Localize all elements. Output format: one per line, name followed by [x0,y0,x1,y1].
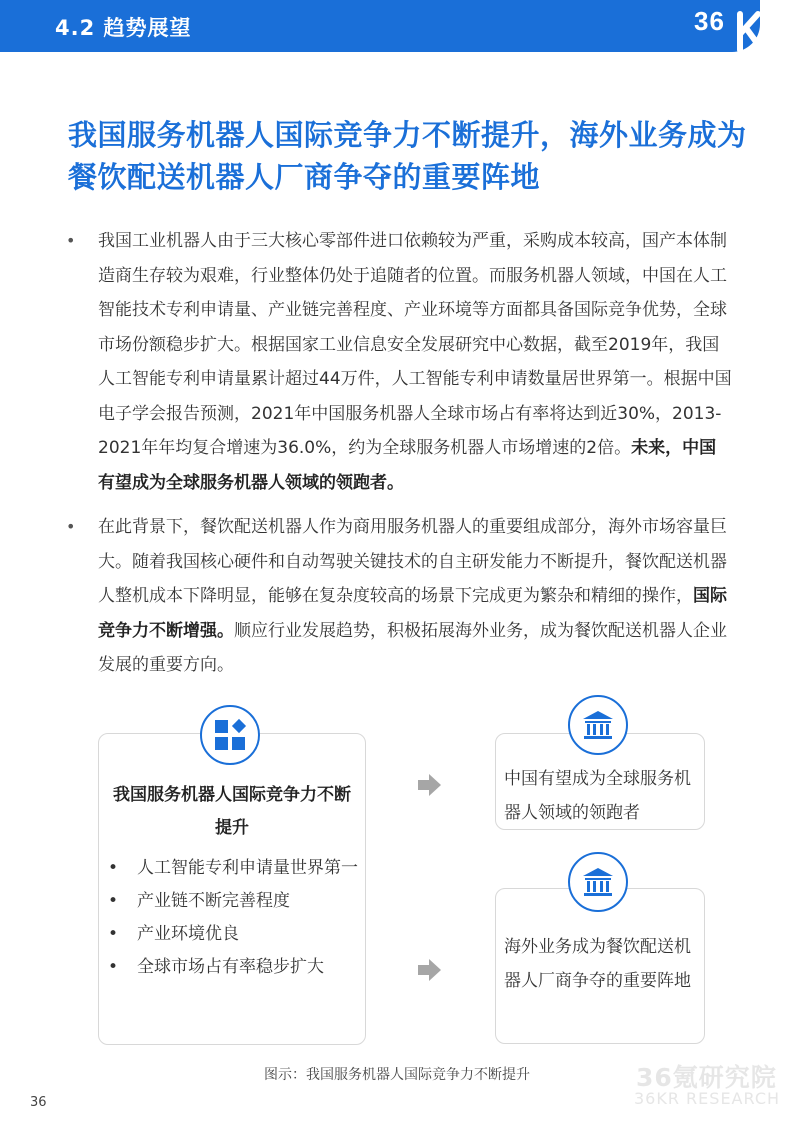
page-number: 36 [30,1095,47,1110]
bullet-bold-text: 未来，中国有望成为全球服务机器人领域的领跑者。 [98,438,717,493]
left-card-item-text: 全球市场占有率稳步扩大 [137,957,324,977]
main-title: 我国服务机器人国际竞争力不断提升，海外业务成为餐饮配送机器人厂商争夺的重要阵地 [68,118,747,194]
watermark-title: 36氪研究院 [636,1063,777,1092]
left-card-item-text: 产业链不断完善程度 [137,891,290,911]
apps-icon [200,705,260,765]
bullet-item-1 [62,224,732,500]
bullet-bold-text: 国际竞争力不断增强。 [98,586,727,641]
left-card-item-text: 人工智能专利申请量世界第一 [137,858,358,878]
right-top-card-text: 中国有望成为全球服务机器人领域的领跑者 [504,769,691,823]
left-card-title: 我国服务机器人国际竞争力不断提升 [113,785,351,838]
bank-icon [568,852,628,912]
left-card-item [106,951,362,984]
bank-icon [568,695,628,755]
right-bottom-card-text: 海外业务成为餐饮配送机器人厂商争夺的重要阵地 [504,937,691,991]
figure-caption: 图示：我国服务机器人国际竞争力不断提升 [264,1067,530,1083]
arrow-right-icon [416,772,442,798]
bullet-list [62,224,732,683]
left-card-item [106,852,362,885]
bullet-dot: • [66,231,76,250]
bullet-dot: • [108,957,119,977]
svg-text:36: 36 [694,6,725,36]
bullet-dot: • [108,924,119,944]
left-card-list [106,852,362,984]
bullet-dot: • [108,891,119,911]
bullet-item-2 [62,510,732,683]
36kr-logo [692,0,792,52]
header [0,0,794,52]
arrow-right-icon [416,957,442,983]
watermark-subtitle: 36KR RESEARCH [634,1089,781,1108]
bullet-text: 我国工业机器人由于三大核心零部件进口依赖较为严重，采购成本较高，国产本体制造商生存较为艰难，行业整体仍处于追随者的位置。而服务机器人领域，中国在人工智能技术专利申请量、产业链完善程度、产业环境等方面都具备国际竞争优势，全球市场份额稳步扩大。根据国家工业信息安全发展研究中心数据，截至2019年，我国人工智能专利申请量累计超过44万件，人工智能专利申请数量居世界第一。根据中国电子学会报告预测，2021年中国服务机器人全球市场占有率将达到近30%，2013-2021年年均复合增速为36.0%，约为全球服务机器人市场增速的2倍。 [98,231,732,458]
bullet-dot: • [108,858,119,878]
left-card-item [106,885,362,918]
bullet-text: 在此背景下，餐饮配送机器人作为商用服务机器人的重要组成部分，海外市场容量巨大。随着我国核心硬件和自动驾驶关键技术的自主研发能力不断提升，餐饮配送机器人整机成本下降明显，能够在复杂度较高的场景下完成更为繁杂和精细的操作， [98,517,727,606]
section-title: 4.2 趋势展望 [55,16,192,40]
bullet-dot: • [66,517,76,536]
left-card-item [106,918,362,951]
left-card-item-text: 产业环境优良 [137,924,239,944]
bullet-text: 顺应行业发展趋势，积极拓展海外业务，成为餐饮配送机器人企业发展的重要方向。 [98,620,727,675]
